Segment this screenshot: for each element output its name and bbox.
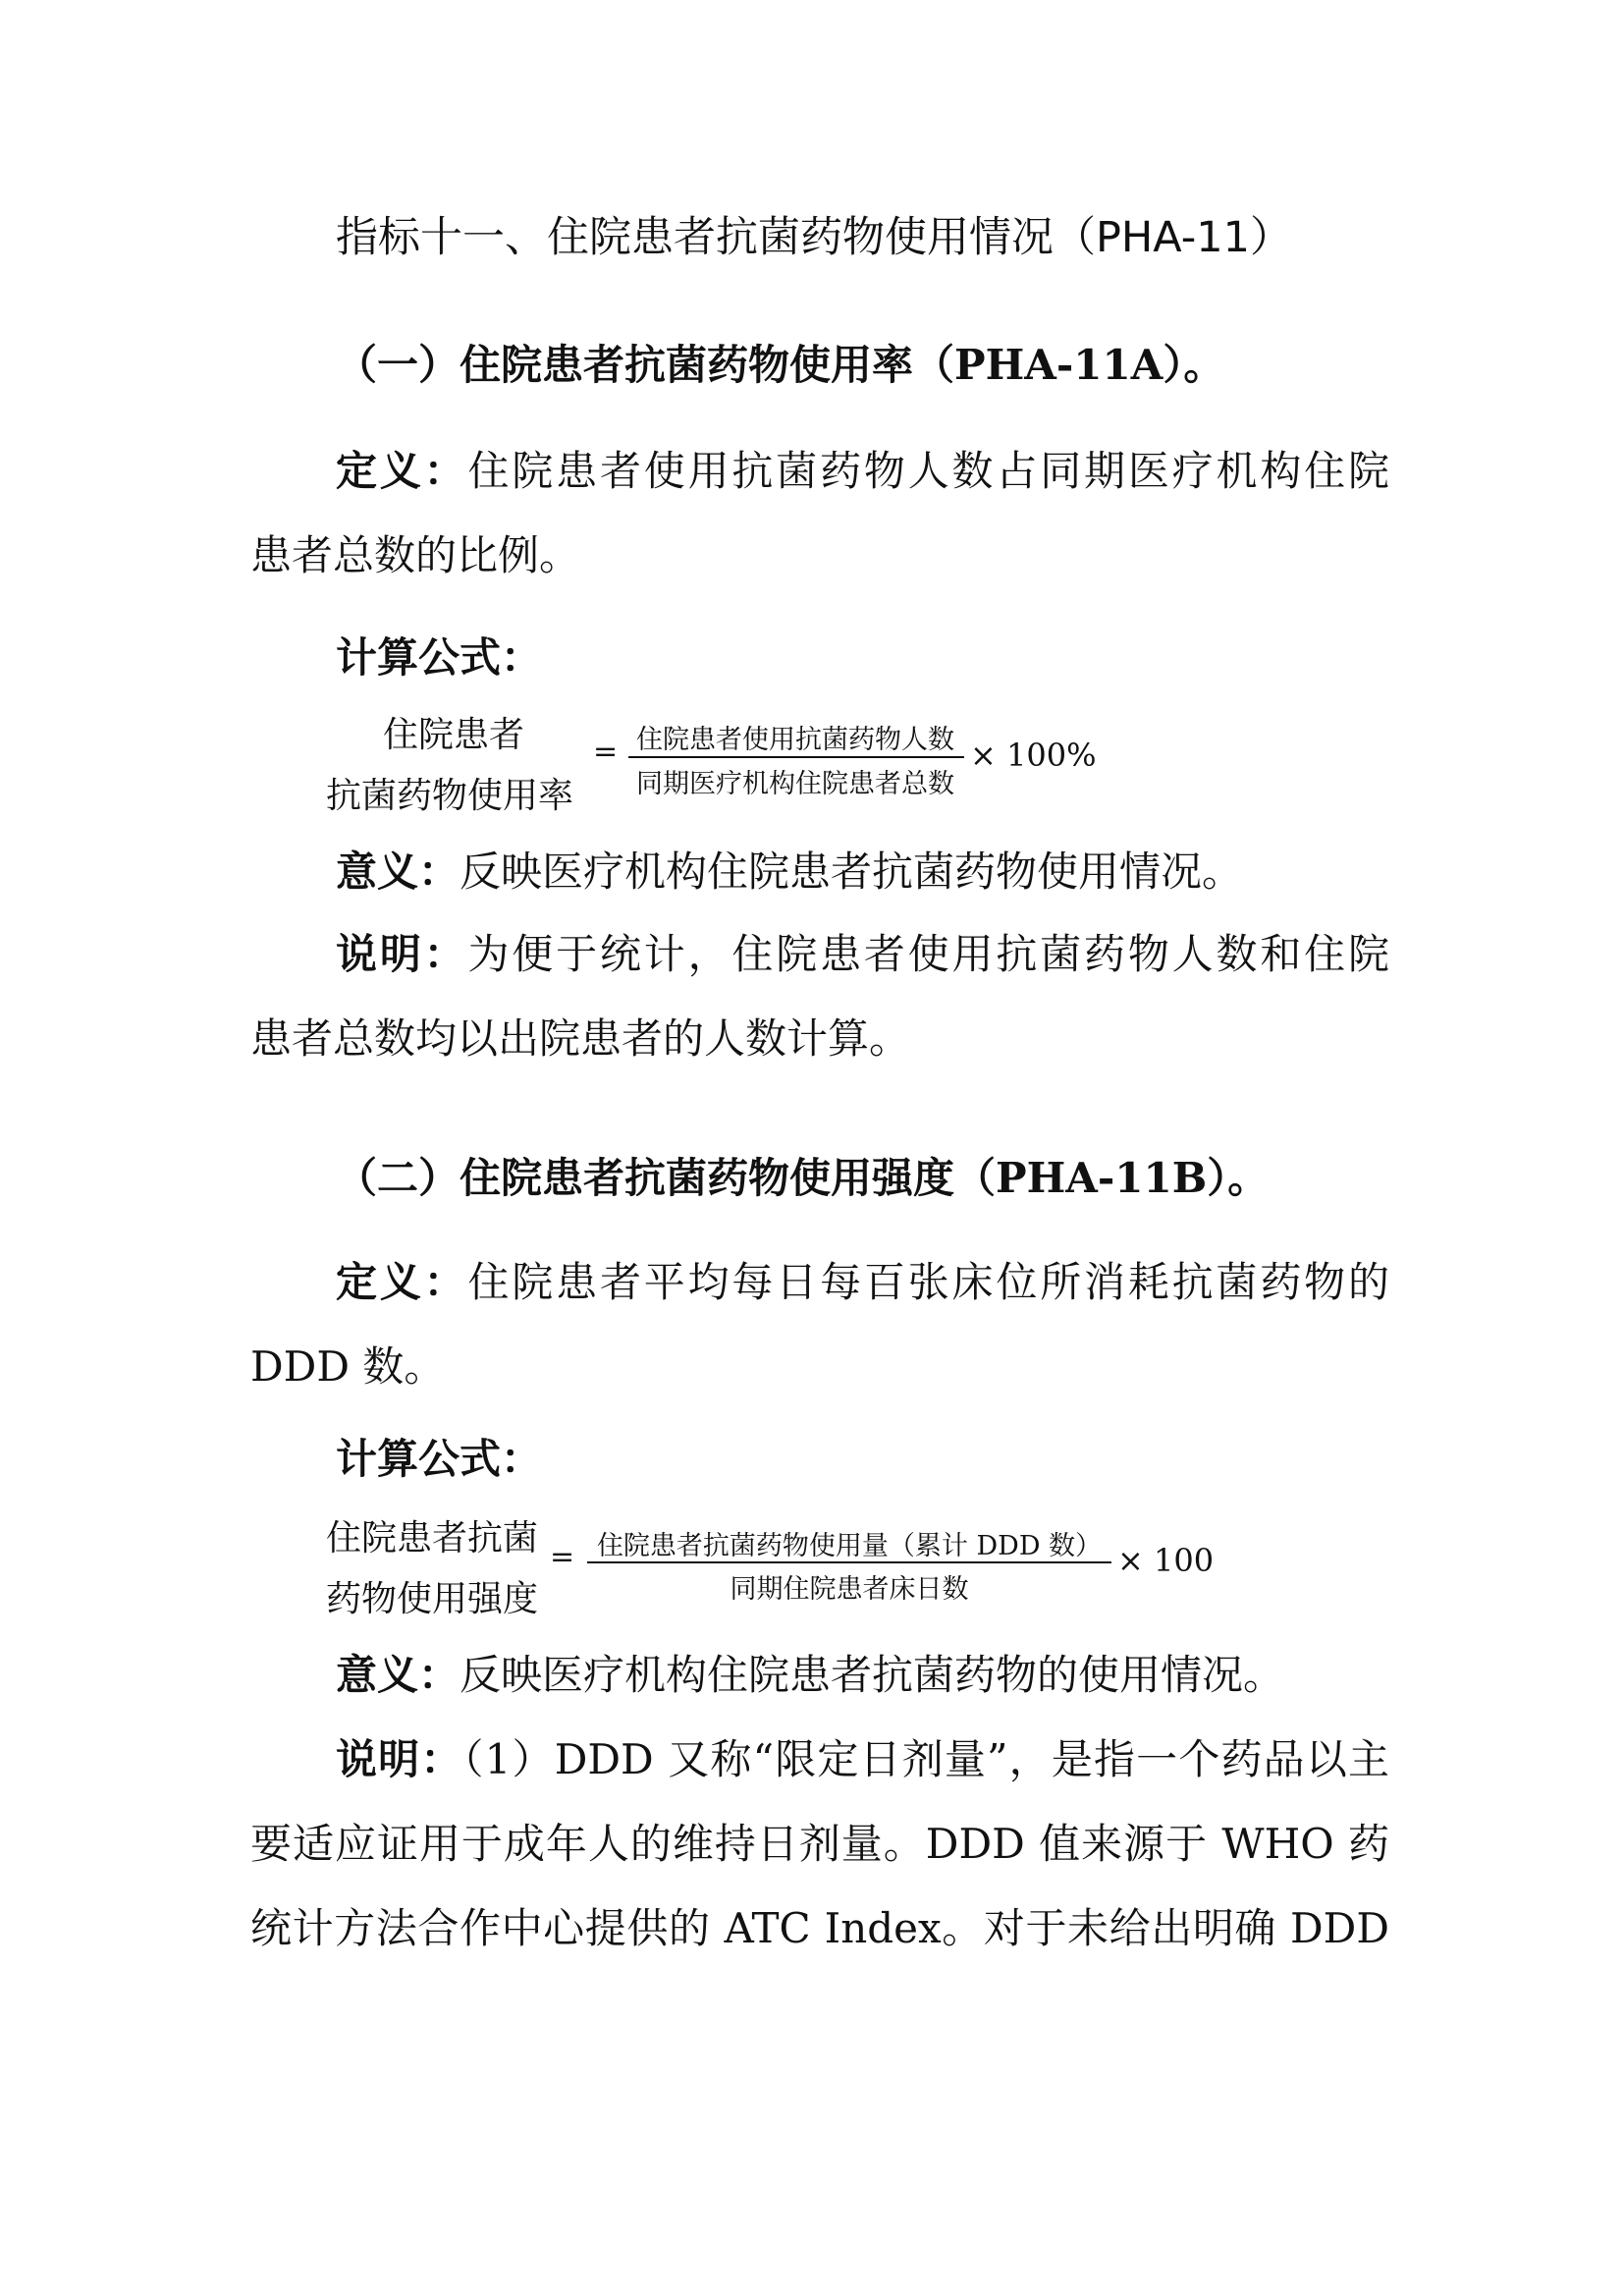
section-a-formula-label: 计算公式： [336, 633, 543, 682]
section-a-definition-text: 住院患者使用抗菌药物人数占同期医疗机构住院 [467, 447, 1389, 495]
section-b-definition-line1 [250, 1253, 1389, 1312]
formula-b-multiplier: × 100 [1117, 1542, 1215, 1579]
section-a-definition-line2: 患者总数的比例。 [250, 531, 581, 579]
section-b-note-line2: 要适应证用于成年人的维持日剂量。DDD 值来源于 WHO 药 [250, 1820, 1389, 1868]
page-title: 指标十一、住院患者抗菌药物使用情况（PHA-11） [336, 213, 1292, 262]
section-b-note-line3: 统计方法合作中心提供的 ATC Index。对于未给出明确 DDD [250, 1904, 1389, 1952]
formula-b-denominator: 同期住院患者床日数 [730, 1574, 969, 1605]
section-b-meaning-text: 反映医疗机构住院患者抗菌药物的使用情况。 [460, 1651, 1285, 1699]
section-a-note-line2: 患者总数均以出院患者的人数计算。 [250, 1014, 911, 1063]
section-b-definition-text: 住院患者平均每日每百张床位所消耗抗菌药物的 [467, 1258, 1389, 1306]
section-b-definition-line2: DDD 数。 [250, 1342, 446, 1391]
section-b-definition-label: 定义： [336, 1258, 468, 1306]
section-a-meaning-text: 反映医疗机构住院患者抗菌药物使用情况。 [460, 847, 1244, 896]
formula-b-equals: = [550, 1540, 575, 1574]
section-b-heading: （二）住院患者抗菌药物使用强度（PHA-11B）。 [336, 1154, 1270, 1202]
section-a-definition-line1 [250, 442, 1389, 501]
formula-b-fraction-bar [587, 1561, 1111, 1563]
section-a-note-label: 说明： [336, 930, 468, 978]
section-b-meaning [336, 1646, 1284, 1705]
formula-a-denominator: 同期医疗机构住院患者总数 [636, 769, 954, 799]
section-b-note-label: 说明： [336, 1735, 463, 1783]
section-a-meaning-label: 意义： [336, 847, 460, 896]
section-a-note-line1 [250, 925, 1389, 984]
formula-a-numerator: 住院患者使用抗菌药物人数 [636, 725, 954, 755]
formula-b-numerator: 住院患者抗菌药物使用量（累计 DDD 数） [596, 1531, 1103, 1561]
formula-b-lhs-line2: 药物使用强度 [326, 1579, 539, 1619]
formula-a-lhs-line1: 住院患者 [383, 715, 525, 755]
formula-a-fraction-bar [628, 756, 964, 758]
section-a-heading: （一）住院患者抗菌药物使用率（PHA-11A）。 [336, 341, 1225, 389]
section-b-note-line1 [250, 1730, 1389, 1789]
section-b-note-text: （1）DDD 又称“限定日剂量”，是指一个药品以主 [462, 1735, 1389, 1783]
section-b-meaning-label: 意义： [336, 1651, 460, 1699]
section-a-definition-label: 定义： [336, 447, 468, 495]
formula-a-equals: = [593, 735, 619, 769]
formula-b-lhs-line1: 住院患者抗菌 [326, 1518, 539, 1558]
section-a-note-text: 为便于统计，住院患者使用抗菌药物人数和住院 [467, 930, 1389, 978]
formula-a-multiplier: × 100% [970, 737, 1097, 774]
section-b-formula-label: 计算公式： [336, 1435, 543, 1483]
formula-a-lhs-line2: 抗菌药物使用率 [326, 776, 574, 816]
section-a-meaning [336, 843, 1243, 902]
